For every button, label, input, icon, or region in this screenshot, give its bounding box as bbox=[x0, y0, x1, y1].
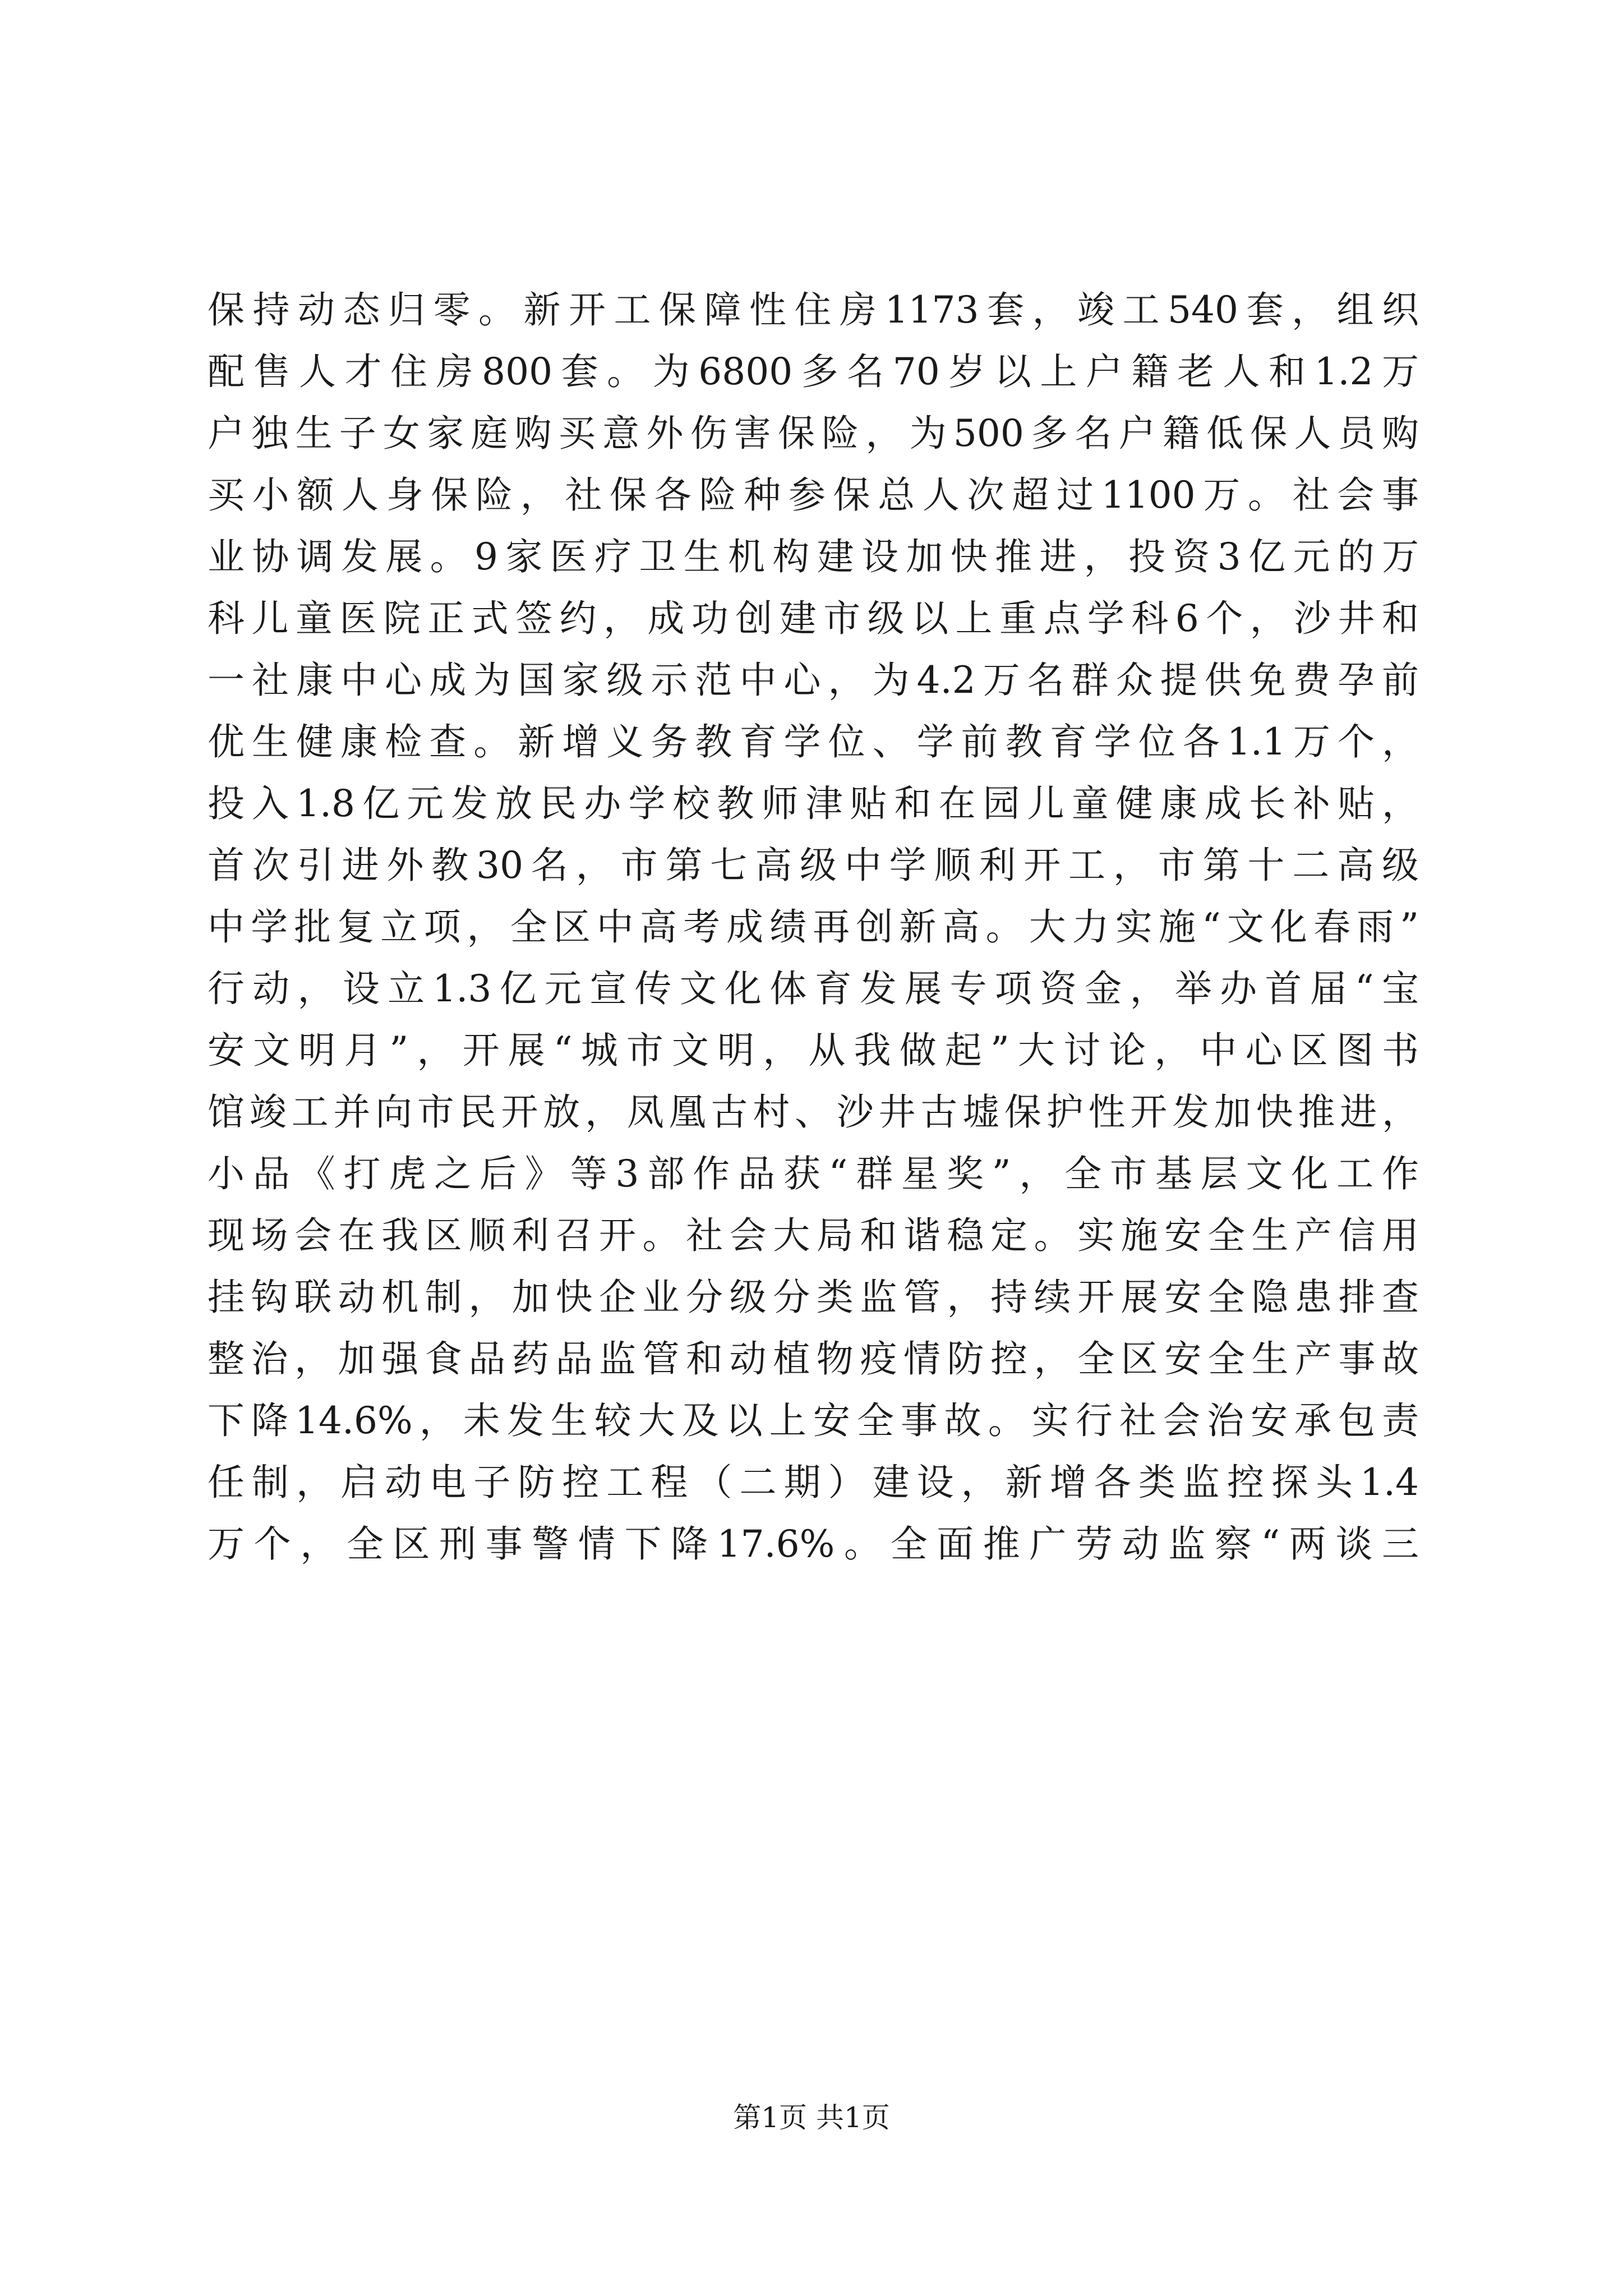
text-line: 首次引进外教30名，市第七高级中学顺利开工，市第十二高级 bbox=[208, 844, 1419, 887]
text-line: 优生健康检查。新增义务教育学位、学前教育学位各1.1万个， bbox=[208, 720, 1419, 763]
text-line: 中学批复立项，全区中高考成绩再创新高。大力实施“文化春雨” bbox=[208, 905, 1419, 949]
text-line: 保持动态归零。新开工保障性住房1173套，竣工540套，组织 bbox=[208, 288, 1419, 332]
text-line: 一社康中心成为国家级示范中心，为4.2万名群众提供免费孕前 bbox=[208, 659, 1419, 702]
text-line: 小品《打虎之后》等3部作品获“群星奖”，全市基层文化工作 bbox=[208, 1152, 1419, 1195]
text-line: 买小额人身保险，社保各险种参保总人次超过1100万。社会事 bbox=[208, 473, 1419, 517]
text-line: 任制，启动电子防控工程（二期）建设，新增各类监控探头1.4 bbox=[208, 1461, 1419, 1504]
text-line: 馆竣工并向市民开放，凤凰古村、沙井古墟保护性开发加快推进， bbox=[208, 1091, 1419, 1134]
text-line: 下降14.6%，未发生较大及以上安全事故。实行社会治安承包责 bbox=[208, 1399, 1419, 1442]
text-line: 整治，加强食品药品监管和动植物疫情防控，全区安全生产事故 bbox=[208, 1337, 1419, 1381]
text-line: 投入1.8亿元发放民办学校教师津贴和在园儿童健康成长补贴， bbox=[208, 782, 1419, 825]
body-text bbox=[208, 279, 1419, 1575]
text-line: 户独生子女家庭购买意外伤害保险，为500多名户籍低保人员购 bbox=[208, 412, 1419, 455]
text-line: 业协调发展。9家医疗卫生机构建设加快推进，投资3亿元的万 bbox=[208, 535, 1419, 578]
text-line: 配售人才住房800套。为6800多名70岁以上户籍老人和1.2万 bbox=[208, 350, 1419, 393]
text-line: 万个，全区刑事警情下降17.6%。全面推广劳动监察“两谈三 bbox=[208, 1522, 1419, 1566]
text-line: 行动，设立1.3亿元宣传文化体育发展专项资金，举办首届“宝 bbox=[208, 967, 1419, 1010]
text-line: 现场会在我区顺利召开。社会大局和谐稳定。实施安全生产信用 bbox=[208, 1214, 1419, 1257]
text-line: 挂钩联动机制，加快企业分级分类监管，持续开展安全隐患排查 bbox=[208, 1276, 1419, 1319]
page-number-footer: 第1页 共1页 bbox=[733, 2101, 890, 2134]
text-line: 安文明月”，开展“城市文明，从我做起”大讨论，中心区图书 bbox=[208, 1029, 1419, 1072]
text-line: 科儿童医院正式签约，成功创建市级以上重点学科6个，沙井和 bbox=[208, 597, 1419, 640]
